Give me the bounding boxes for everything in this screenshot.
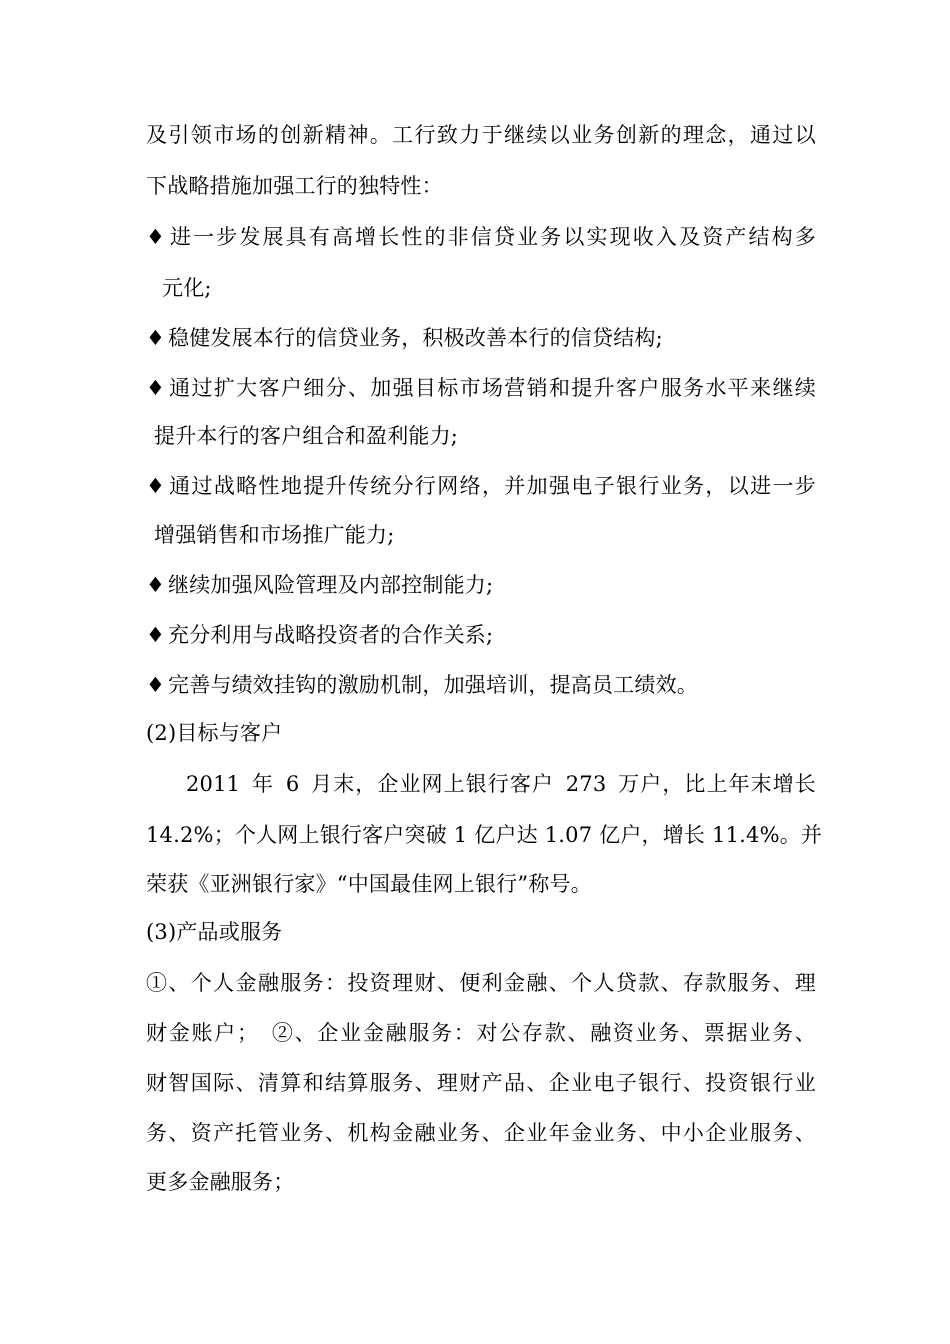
section-heading: (2)目标与客户: [146, 721, 283, 745]
bullet-text: 通过战略性地提升传统分行网络，并加强电子银行业务，以进一步: [168, 474, 816, 498]
paragraph-line: 财金账户； ②、企业金融服务：对公存款、融资业务、票据业务、: [146, 1021, 816, 1045]
diamond-bullet-icon: ♦: [146, 474, 166, 498]
bullet-item: [146, 323, 816, 353]
diamond-bullet-icon: ♦: [146, 376, 166, 400]
paragraph-line: 财智国际、清算和结算服务、理财产品、企业电子银行、投资银行业: [146, 1071, 816, 1095]
bullet-text: 完善与绩效挂钩的激励机制，加强培训，提高员工绩效。: [168, 673, 698, 697]
paragraph-line: 荣获《亚洲银行家》“中国最佳网上银行”称号。: [146, 872, 592, 896]
bullet-item: [146, 570, 816, 600]
diamond-bullet-icon: ♦: [146, 573, 166, 597]
bullet-item: [146, 620, 816, 650]
bullet-item: [146, 471, 816, 501]
diamond-bullet-icon: ♦: [146, 623, 166, 647]
paragraph-line: 务、资产托管业务、机构金融业务、企业年金业务、中小企业服务、: [146, 1121, 816, 1145]
paragraph-line: 下战略措施加强工行的独特性：: [146, 174, 443, 198]
diamond-bullet-icon: ♦: [146, 225, 166, 249]
bullet-text: 继续加强风险管理及内部控制能力;: [168, 573, 494, 597]
bullet-continuation: 提升本行的客户组合和盈利能力;: [154, 424, 459, 448]
paragraph-line: 及引领市场的创新精神。工行致力于继续以业务创新的理念，通过以: [146, 123, 816, 147]
bullet-continuation: 增强销售和市场推广能力;: [154, 523, 395, 547]
paragraph-line: ①、个人金融服务：投资理财、便利金融、个人贷款、存款服务、理: [146, 971, 816, 995]
bullet-item: [146, 373, 816, 403]
bullet-text: 进一步发展具有高增长性的非信贷业务以实现收入及资产结构多: [168, 225, 816, 249]
diamond-bullet-icon: ♦: [146, 326, 166, 350]
paragraph-line: 14.2%；个人网上银行客户突破 1 亿户达 1.07 亿户，增长 11.4%。并: [146, 823, 823, 847]
bullet-continuation: 元化;: [162, 276, 212, 300]
bullet-text: 通过扩大客户细分、加强目标市场营销和提升客户服务水平来继续: [168, 376, 816, 400]
bullet-text: 稳健发展本行的信贷业务，积极改善本行的信贷结构;: [168, 326, 663, 350]
section-heading: (3)产品或服务: [146, 920, 283, 944]
bullet-item: [146, 222, 816, 252]
bullet-text: 充分利用与战略投资者的合作关系;: [168, 623, 494, 647]
paragraph-line: 更多金融服务；: [146, 1170, 295, 1194]
paragraph-line: 2011 年 6 月末，企业网上银行客户 273 万户，比上年末增长: [186, 772, 816, 796]
bullet-item: [146, 670, 816, 700]
diamond-bullet-icon: ♦: [146, 673, 166, 697]
